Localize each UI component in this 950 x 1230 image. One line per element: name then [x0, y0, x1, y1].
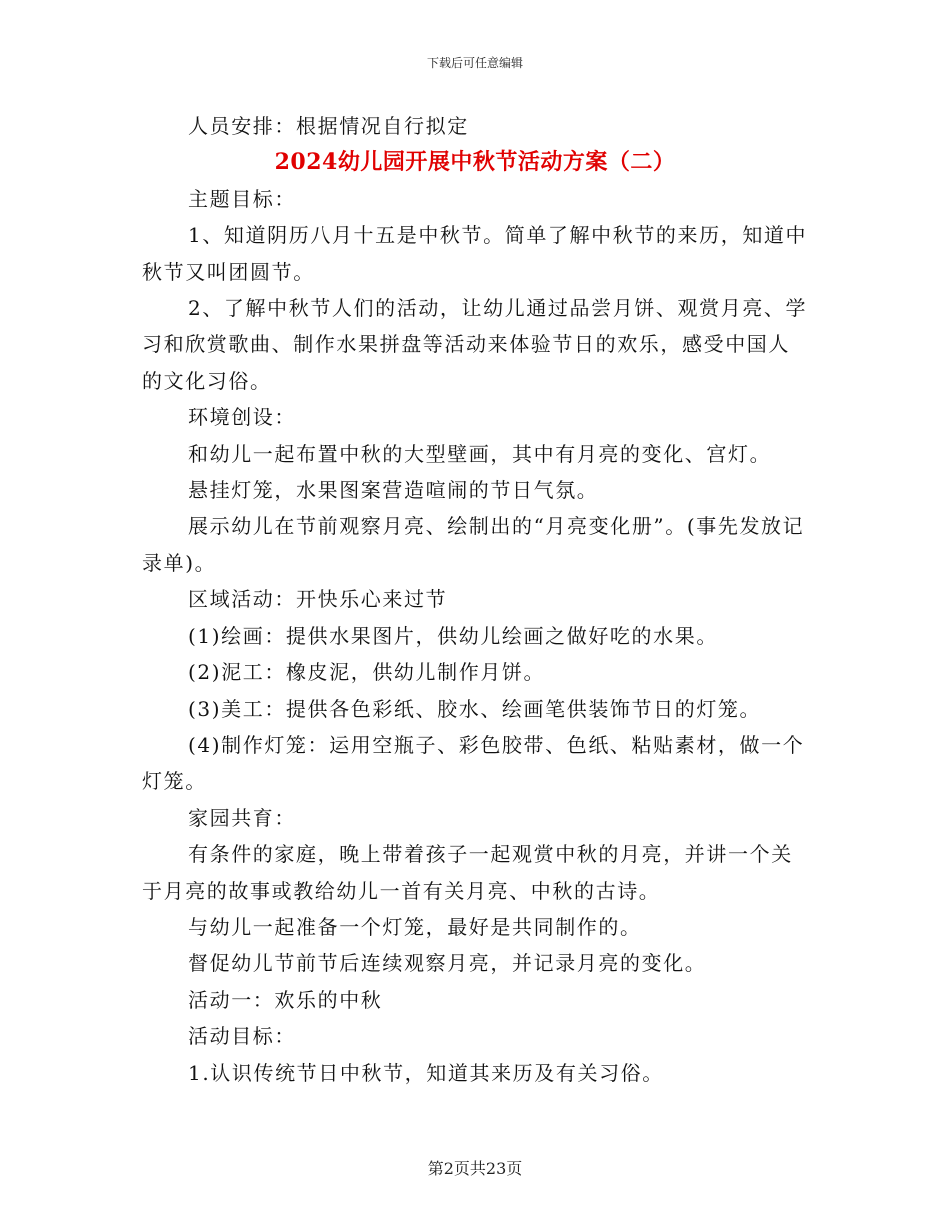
paragraph-goal-2: 2、了解中秋节人们的活动，让幼儿通过品尝月饼、观赏月亮、学习和欣赏歌曲、制作水果拼盘等活动来体验节日的欢乐，感受中国人的文化习俗。: [142, 296, 808, 393]
paragraph-home-heading: 家园共育：: [188, 805, 296, 830]
paragraph-area-heading: 区域活动：开快乐心来过节: [188, 587, 448, 612]
paragraph-home-1: 有条件的家庭，晚上带着孩子一起观赏中秋的月亮，并讲一个关于月亮的故事或教给幼儿一首有关月亮、中秋的古诗。: [142, 842, 793, 903]
paragraph-home-2: 与幼儿一起准备一个灯笼，最好是共同制作的。: [188, 914, 642, 939]
paragraph-staffing: 人员安排：根据情况自行拟定: [188, 114, 469, 138]
document-body: [142, 108, 808, 1091]
paragraph-area-1: (1)绘画：提供水果图片，供幼儿绘画之做好吃的水果。: [188, 623, 718, 648]
paragraph-area-4: (4)制作灯笼：运用空瓶子、彩色胶带、色纸、粘贴素材，做一个灯笼。: [142, 732, 805, 794]
paragraph-activity-goal-1: 1.认识传统节日中秋节，知道其来历及有关习俗。: [188, 1060, 664, 1085]
page-number: 第2页共23页: [427, 1159, 523, 1178]
paragraph-theme-goals: 主题目标：: [188, 186, 296, 211]
section-title: 2024幼儿园开展中秋节活动方案（二）: [274, 149, 676, 176]
page-header-note: 下载后可任意编辑: [426, 56, 523, 70]
paragraph-environment-3: 展示幼儿在节前观察月亮、绘制出的“月亮变化册”。(事先发放记录单)。: [142, 514, 805, 575]
paragraph-environment-heading: 环境创设：: [188, 405, 296, 430]
paragraph-area-2: (2)泥工：橡皮泥，供幼儿制作月饼。: [188, 660, 546, 685]
paragraph-environment-1: 和幼儿一起布置中秋的大型壁画，其中有月亮的变化、宫灯。: [188, 441, 772, 466]
paragraph-home-3: 督促幼儿节前节后连续观察月亮，并记录月亮的变化。: [188, 951, 707, 976]
paragraph-activity-1: 活动一：欢乐的中秋: [188, 987, 383, 1012]
paragraph-environment-2: 悬挂灯笼，水果图案营造喧闹的节日气氛。: [188, 478, 599, 503]
paragraph-area-3: (3)美工：提供各色彩纸、胶水、绘画笔供装饰节日的灯笼。: [188, 696, 762, 721]
paragraph-activity-goals: 活动目标：: [188, 1024, 296, 1049]
paragraph-goal-1: 1、知道阴历八月十五是中秋节。简单了解中秋节的来历，知道中秋节又叫团圆节。: [142, 223, 808, 284]
